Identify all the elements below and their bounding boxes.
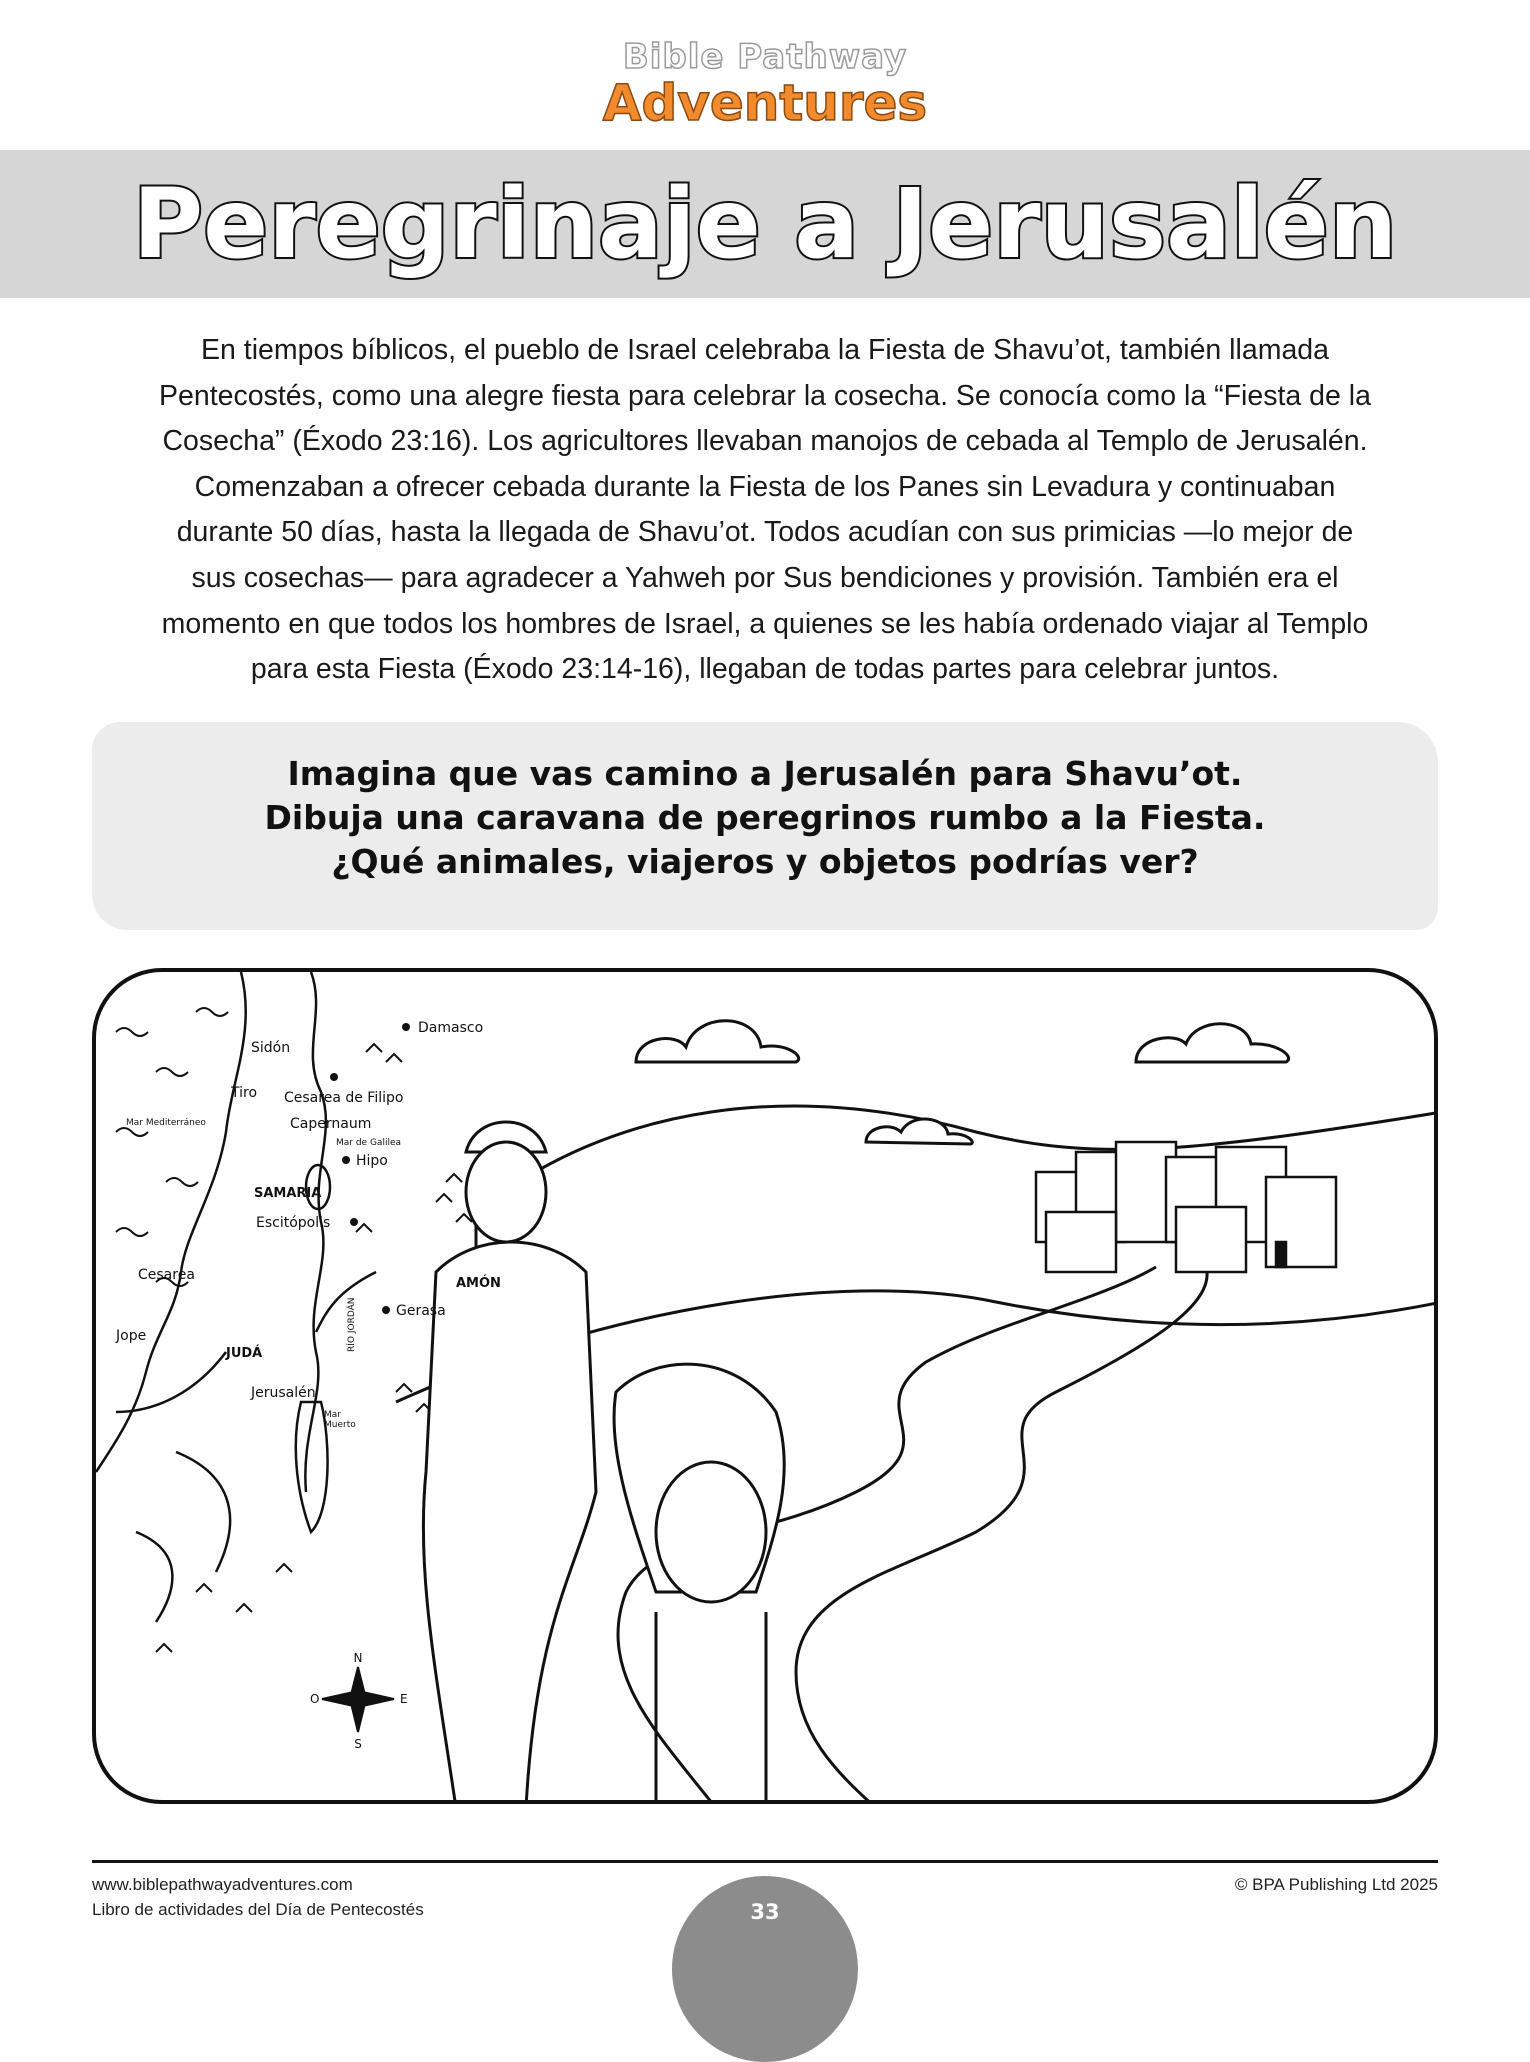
coloring-frame[interactable] bbox=[92, 968, 1438, 1804]
label-amon: AMÓN bbox=[456, 1276, 501, 1291]
brand-logo bbox=[0, 38, 1530, 130]
intro-line: momento en que todos los hombres de Israel, a quienes se les había ordenado viajar al Templo bbox=[161, 607, 1369, 640]
jerusalem-city bbox=[1036, 1142, 1336, 1272]
intro-paragraph bbox=[90, 328, 1440, 693]
label-cesarea: Cesarea bbox=[138, 1267, 195, 1283]
page-title: Peregrinaje a Jerusalén bbox=[132, 168, 1398, 280]
pilgrim-figure bbox=[423, 1122, 596, 1804]
prompt-line: Imagina que vas camino a Jerusalén para Shavu’ot. bbox=[287, 754, 1243, 793]
label-hipo: Hipo bbox=[356, 1153, 388, 1169]
compass-e: E bbox=[400, 1692, 408, 1706]
logo-line-1: Bible Pathway bbox=[622, 37, 908, 77]
footer-website: www.biblepathwayadventures.com bbox=[92, 1875, 353, 1894]
intro-line: Cosecha” (Éxodo 23:16). Los agricultores llevaban manojos de cebada al Templo de Jerusalén. bbox=[162, 425, 1368, 458]
intro-line: Comenzaban a ofrecer cebada durante la Fiesta de los Panes sin Levadura y continuaban bbox=[194, 470, 1336, 503]
footer-left bbox=[92, 1872, 424, 1922]
label-damasco: Damasco bbox=[418, 1020, 484, 1036]
map-lines bbox=[96, 972, 376, 1622]
compass-rose bbox=[322, 1667, 394, 1732]
intro-line: En tiempos bíblicos, el pueblo de Israel celebraba la Fiesta de Shavu’ot, también llamada bbox=[201, 334, 1329, 366]
label-samaria: SAMARIA bbox=[254, 1186, 322, 1201]
label-juda: JUDÁ bbox=[226, 1346, 263, 1361]
label-capernaum: Capernaum bbox=[290, 1116, 372, 1132]
label-cesarea-filipo: Cesarea de Filipo bbox=[284, 1090, 404, 1106]
clouds bbox=[636, 1021, 1289, 1144]
label-rio-jordan: RÍO JORDÁN bbox=[347, 1297, 357, 1352]
label-mar-galilea: Mar de Galilea bbox=[336, 1138, 401, 1148]
coloring-illustration bbox=[96, 972, 1438, 1804]
intro-line: para esta Fiesta (Éxodo 23:14-16), llegaban de todas partes para celebrar juntos. bbox=[250, 653, 1280, 686]
sea-waves bbox=[116, 1008, 228, 1286]
compass-o: O bbox=[310, 1692, 320, 1706]
activity-prompt bbox=[92, 752, 1438, 884]
label-mar-muerto-2: Muerto bbox=[324, 1420, 356, 1430]
intro-line: sus cosechas— para agradecer a Yahweh por Sus bendiciones y provisión. También era el bbox=[191, 561, 1339, 594]
label-sidon: Sidón bbox=[251, 1040, 291, 1056]
footer-book-title: Libro de actividades del Día de Pentecostés bbox=[92, 1900, 424, 1919]
label-gerasa: Gerasa bbox=[396, 1303, 446, 1319]
prompt-line: ¿Qué animales, viajeros y objetos podrías ver? bbox=[331, 842, 1199, 881]
donkey-figure bbox=[614, 1364, 784, 1804]
footer-divider bbox=[92, 1860, 1438, 1863]
intro-line: Pentecostés, como una alegre fiesta para celebrar la cosecha. Se conocía como la “Fiesta de la bbox=[159, 379, 1371, 412]
footer-copyright: © BPA Publishing Ltd 2025 bbox=[1234, 1875, 1438, 1894]
label-mar-muerto-1: Mar bbox=[324, 1410, 341, 1420]
intro-line: durante 50 días, hasta la llegada de Shavu’ot. Todos acudían con sus primicias —lo mejor de bbox=[176, 516, 1354, 549]
label-tiro: Tiro bbox=[231, 1085, 258, 1101]
road-right-edge bbox=[796, 1267, 1207, 1804]
label-jerusalen: Jerusalén bbox=[251, 1385, 316, 1401]
label-jope: Jope bbox=[116, 1328, 147, 1344]
page-number: 33 bbox=[750, 1900, 780, 1924]
logo-line-2: Adventures bbox=[602, 74, 928, 132]
compass-n: N bbox=[353, 1651, 363, 1665]
label-mar-mediterraneo: Mar Mediterráneo bbox=[126, 1118, 206, 1128]
prompt-line: Dibuja una caravana de peregrinos rumbo a la Fiesta. bbox=[264, 798, 1266, 837]
label-escitopolis: Escitópolis bbox=[256, 1215, 331, 1231]
compass-s: S bbox=[354, 1737, 362, 1751]
